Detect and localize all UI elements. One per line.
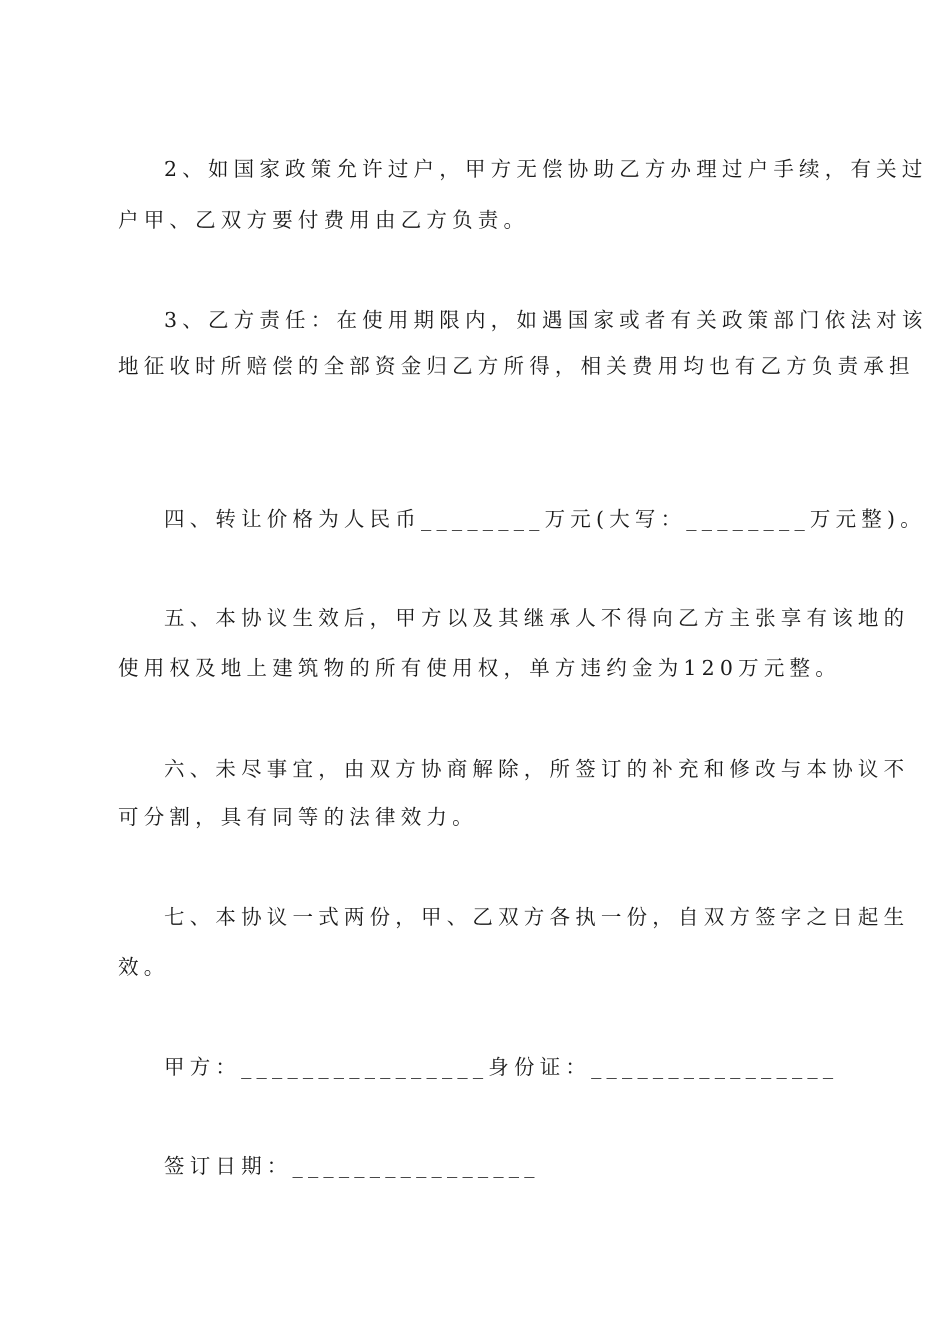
clause-six-line-2: 可分割，具有同等的法律效力。 bbox=[118, 805, 478, 829]
clause-2-line-1: 2、如国家政策允许过户，甲方无偿协助乙方办理过户手续，有关过 bbox=[164, 157, 928, 181]
signing-date-line: 签订日期：________________ bbox=[164, 1154, 540, 1178]
clause-3-line-2: 地征收时所赔偿的全部资金归乙方所得，相关费用均也有乙方负责承担 bbox=[118, 354, 915, 378]
clause-seven-line-2: 效。 bbox=[118, 955, 170, 979]
party-a-signature-line: 甲方：________________身份证：________________ bbox=[164, 1055, 839, 1079]
clause-six-line-1: 六、未尽事宜，由双方协商解除，所签订的补充和修改与本协议不 bbox=[164, 757, 910, 781]
clause-seven-line-1: 七、本协议一式两份，甲、乙双方各执一份，自双方签字之日起生 bbox=[164, 905, 910, 929]
clause-five-line-2: 使用权及地上建筑物的所有使用权，单方违约金为120万元整。 bbox=[118, 656, 841, 680]
clause-3-line-1: 3、乙方责任：在使用期限内，如遇国家或者有关政策部门依法对该 bbox=[164, 308, 928, 332]
clause-five-line-1: 五、本协议生效后，甲方以及其继承人不得向乙方主张享有该地的 bbox=[164, 606, 910, 630]
clause-2-line-2: 户甲、乙双方要付费用由乙方负责。 bbox=[118, 208, 530, 232]
clause-four-line-1: 四、转让价格为人民币________万元(大写：________万元整)。 bbox=[164, 507, 926, 531]
